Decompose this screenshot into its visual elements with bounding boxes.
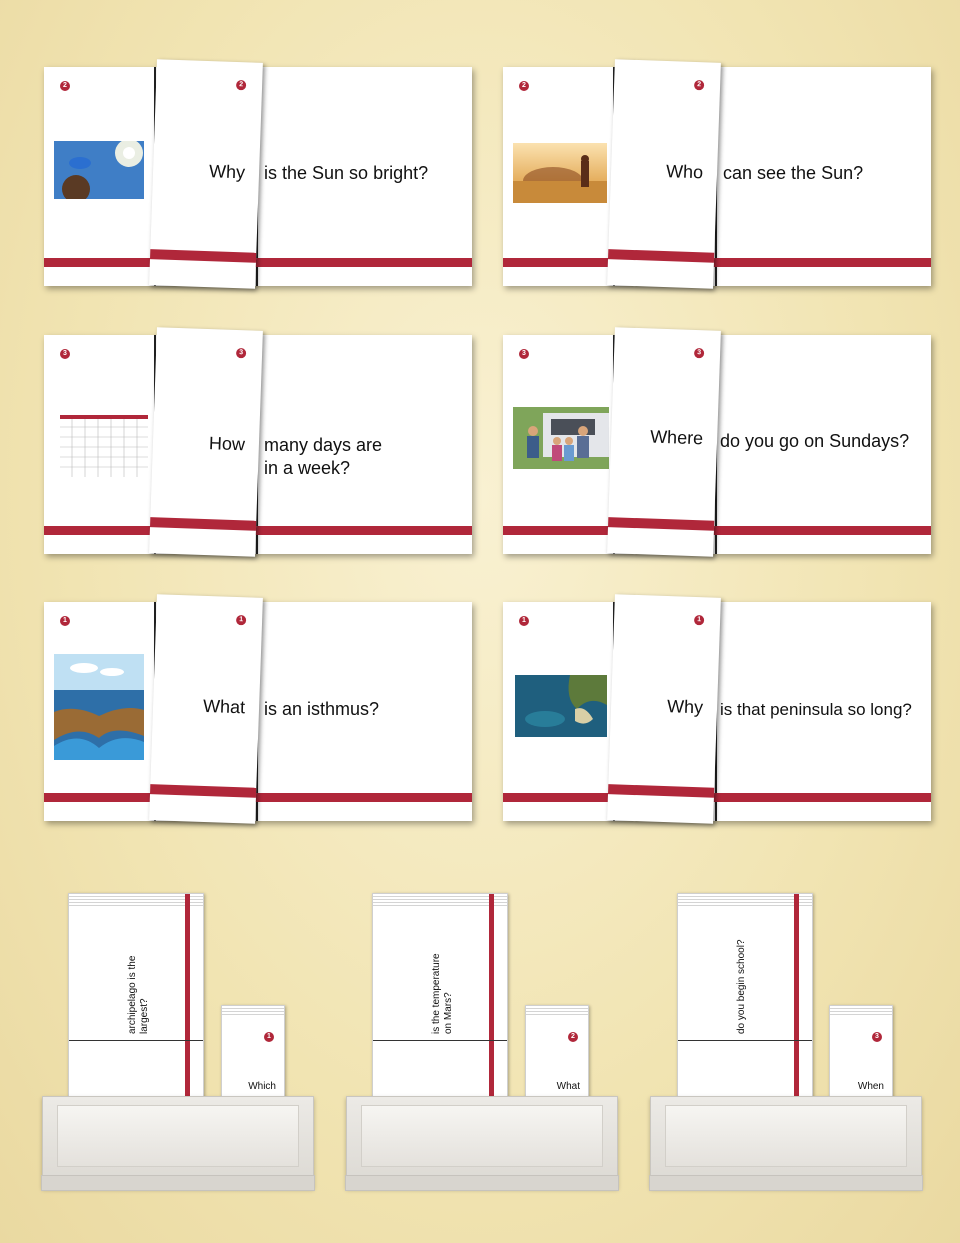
card-stack-edges — [526, 1006, 588, 1016]
isthmus-diagram-image — [54, 654, 144, 760]
card-number-badge: 3 — [236, 348, 246, 358]
card-number-badge: 2 — [236, 80, 246, 90]
calendar-image — [60, 415, 148, 477]
card-fold-line — [678, 1040, 812, 1041]
card-box-inner — [665, 1105, 907, 1167]
rotated-text-line-1: do you begin school? — [736, 939, 747, 1034]
red-band — [794, 894, 799, 1102]
card-number-badge: 3 — [60, 349, 70, 359]
card-number-badge: 2 — [568, 1032, 578, 1042]
red-band — [608, 517, 714, 531]
question-rest-text: can see the Sun? — [723, 163, 864, 183]
rotated-question-text — [431, 894, 455, 1034]
question-word: Why — [208, 161, 246, 183]
red-band — [150, 517, 256, 531]
card-box-base — [345, 1175, 619, 1191]
rotated-text-line-1: is the temperature — [431, 953, 442, 1034]
card-box-base — [41, 1175, 315, 1191]
card-box-inner — [57, 1105, 299, 1167]
card-stack-small-2[interactable] — [525, 1005, 589, 1105]
red-band — [44, 793, 472, 802]
question-flap-6[interactable] — [607, 594, 721, 824]
card-box-2 — [346, 1096, 618, 1188]
card-box-inner — [361, 1105, 603, 1167]
rotated-text-line-2: largest? — [139, 998, 150, 1034]
card-stack-edges — [830, 1006, 892, 1016]
card-stack-large-3[interactable] — [677, 893, 813, 1103]
child-looking-at-sun-image — [54, 141, 144, 199]
question-flap-4[interactable] — [607, 327, 721, 557]
red-band — [608, 249, 714, 263]
red-band — [44, 258, 472, 267]
card-stack-small-1[interactable] — [221, 1005, 285, 1105]
question-word: What — [556, 1081, 580, 1092]
card-number-badge: 2 — [519, 81, 529, 91]
card-stack-small-3[interactable] — [829, 1005, 893, 1105]
red-band — [503, 526, 931, 535]
question-rest-text — [264, 434, 464, 480]
card-box-base — [649, 1175, 923, 1191]
question-rest-text: is the Sun so bright? — [264, 163, 429, 183]
rotated-text-line-1: archipelago is the — [127, 955, 138, 1034]
card-stack-edges — [222, 1006, 284, 1016]
card-box-3 — [650, 1096, 922, 1188]
card-number-badge: 1 — [236, 615, 246, 625]
question-flap-5[interactable] — [149, 594, 263, 824]
question-rest-text: is an isthmus? — [264, 699, 380, 719]
question-rest-line-2: in a week? — [264, 458, 351, 478]
card-number-badge: 1 — [264, 1032, 274, 1042]
red-band — [503, 258, 931, 267]
rotated-question-text — [127, 894, 151, 1034]
question-flap-2[interactable] — [607, 59, 721, 289]
people-in-sunset-field-image — [513, 143, 607, 203]
question-rest-text: do you go on Sundays? — [720, 431, 910, 451]
red-band — [150, 249, 256, 263]
card-fold-line — [373, 1040, 507, 1041]
peninsula-aerial-image — [515, 675, 607, 737]
card-number-badge: 2 — [694, 80, 704, 90]
question-word: Who — [665, 161, 704, 183]
question-rest-text: is that peninsula so long? — [720, 700, 912, 719]
card-stack-large-1[interactable] — [68, 893, 204, 1103]
card-fold-line — [69, 1040, 203, 1041]
red-band — [150, 784, 256, 798]
card-number-badge: 1 — [694, 615, 704, 625]
red-band — [489, 894, 494, 1102]
card-number-badge: 2 — [60, 81, 70, 91]
question-word: Why — [666, 696, 704, 718]
card-number-badge: 1 — [60, 616, 70, 626]
rotated-question-text — [736, 894, 748, 1034]
red-band — [185, 894, 190, 1102]
card-stack-large-2[interactable] — [372, 893, 508, 1103]
card-box-1 — [42, 1096, 314, 1188]
card-number-badge: 3 — [872, 1032, 882, 1042]
question-word: Which — [248, 1081, 276, 1092]
question-word: What — [202, 695, 246, 718]
question-flap-1[interactable] — [149, 59, 263, 289]
red-band — [608, 784, 714, 798]
card-number-badge: 3 — [694, 348, 704, 358]
card-number-badge: 3 — [519, 349, 529, 359]
question-flap-3[interactable] — [149, 327, 263, 557]
question-word: When — [857, 1081, 884, 1092]
question-rest-line-1: many days are — [264, 435, 383, 455]
question-word: Where — [649, 426, 704, 449]
family-by-car-image — [513, 407, 609, 469]
red-band — [503, 793, 931, 802]
question-word: How — [208, 433, 246, 455]
red-band — [44, 526, 472, 535]
rotated-text-line-2: on Mars? — [443, 992, 454, 1034]
card-number-badge: 1 — [519, 616, 529, 626]
